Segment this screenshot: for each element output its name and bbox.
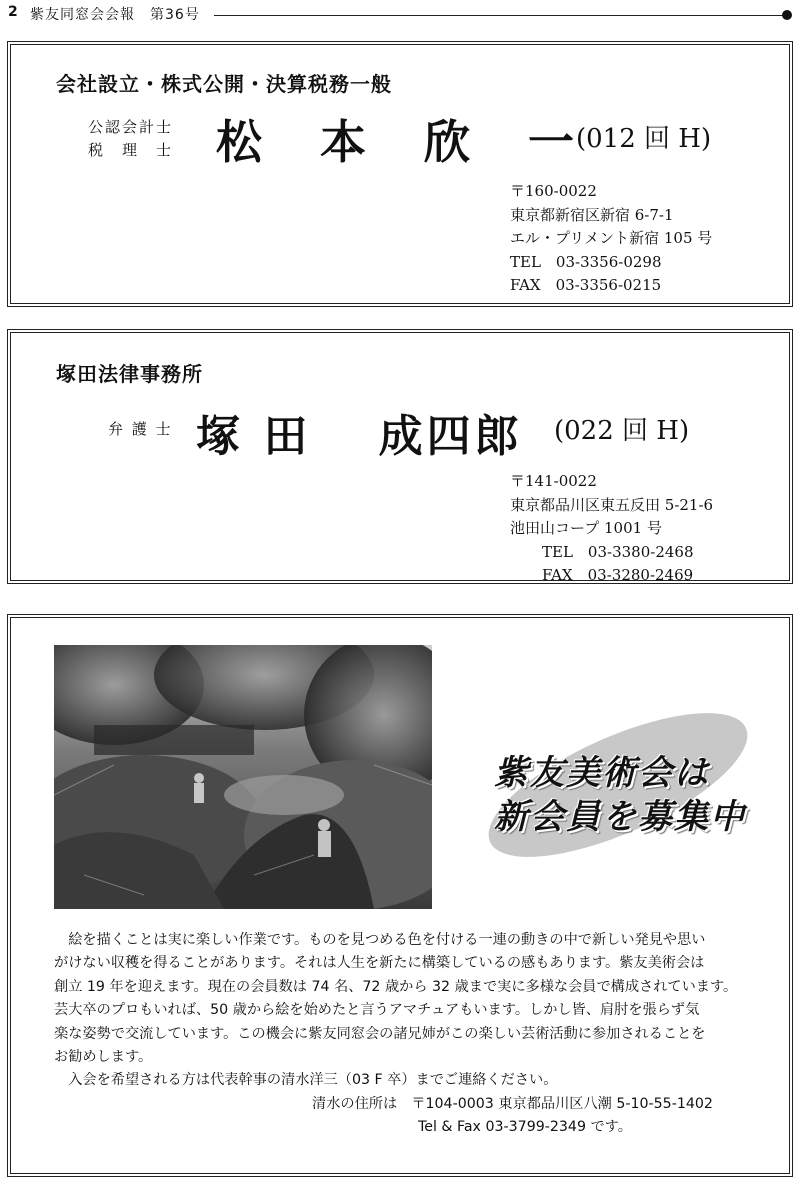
ad2-address1: 東京都品川区東五反田 5-21-6: [510, 495, 714, 514]
body-line: がけない収穫を得ることがあります。それは人生を新たに構築しているの感もあります。紫友美術会は: [54, 955, 705, 972]
ad2-address2: 池田山コープ 1001 号: [510, 519, 662, 537]
body-line: 入会を希望される方は代表幹事の清水洋三（03 F 卒）までご連絡ください。: [54, 1072, 558, 1089]
ad-art-club: [7, 614, 793, 1177]
ad2-tel: TEL 03-3380-2468: [542, 542, 694, 561]
ad1-address2: エル・プリメント新宿 105 号: [510, 229, 713, 247]
ad2-grade: (022 回 H): [554, 416, 690, 446]
ad1-address1: 東京都新宿区新宿 6-7-1: [510, 205, 674, 224]
body-line: 楽な姿勢で交流しています。この機会に紫友同窓会の諸兄姉がこの楽しい芸術活動に参加されることを: [54, 1025, 706, 1042]
ad2-fax: FAX 03-3280-2469: [542, 566, 694, 584]
ad1-fax: FAX 03-3356-0215: [510, 276, 662, 294]
ad2-postal: 〒141-0022: [510, 472, 597, 490]
ad1-grade: (012 回 H): [576, 124, 712, 154]
ad-law-office: [7, 329, 793, 584]
page-number: 2: [8, 4, 18, 20]
body-line: お勧めします。: [54, 1049, 153, 1066]
body-line: 絵を描くことは実に楽しい作業です。ものを見つめる色を付ける一連の動きの中で新しい発見や思い: [54, 932, 706, 948]
newsletter-title: 紫友同窓会会報 第36号: [30, 7, 200, 23]
ad2-address-block: [510, 470, 713, 588]
art-club-photo: [54, 645, 432, 909]
ad1-title-line1: 公認会計士: [88, 118, 174, 136]
ad1-title: [88, 116, 173, 162]
body-line: 芸大卒のプロもいれば、50 歳から絵を始めたと言うアマチュアもいます。しかし皆、肩肘を張らず気: [54, 1002, 700, 1019]
ad2-title: 弁 護 士: [108, 420, 173, 438]
ad1-tagline: 会社設立・株式公開・決算税務一般: [56, 72, 392, 96]
page-header: [8, 4, 792, 26]
header-dot: [782, 10, 792, 20]
ad2-firm: 塚田法律事務所: [56, 362, 203, 386]
header-rule: [214, 15, 784, 16]
ad2-name: 塚 田 成四郎: [196, 411, 523, 462]
ad-accountant: [7, 41, 793, 307]
ad1-tel: TEL 03-3356-0298: [510, 252, 662, 271]
ad1-postal: 〒160-0022: [510, 182, 597, 200]
banner-line1: 紫友美術会は: [494, 753, 710, 793]
banner-line2: 新会員を募集中: [494, 797, 746, 837]
contact-phone: Tel & Fax 03-3799-2349 です。: [418, 1119, 632, 1136]
ad1-address-block: [510, 180, 712, 298]
recruit-banner: [478, 695, 758, 875]
contact-address: 清水の住所は 〒104-0003 東京都品川区八潮 5-10-55-1402: [312, 1095, 713, 1112]
body-line: 創立 19 年を迎えます。現在の会員数は 74 名、72 歳から 32 歳まで実に多様な会員で構成されています。: [54, 978, 738, 995]
art-club-body: [54, 929, 774, 1140]
ad1-name: 松 本 欣 一: [216, 115, 580, 169]
ad1-title-line2: 税 理 士: [88, 141, 174, 159]
